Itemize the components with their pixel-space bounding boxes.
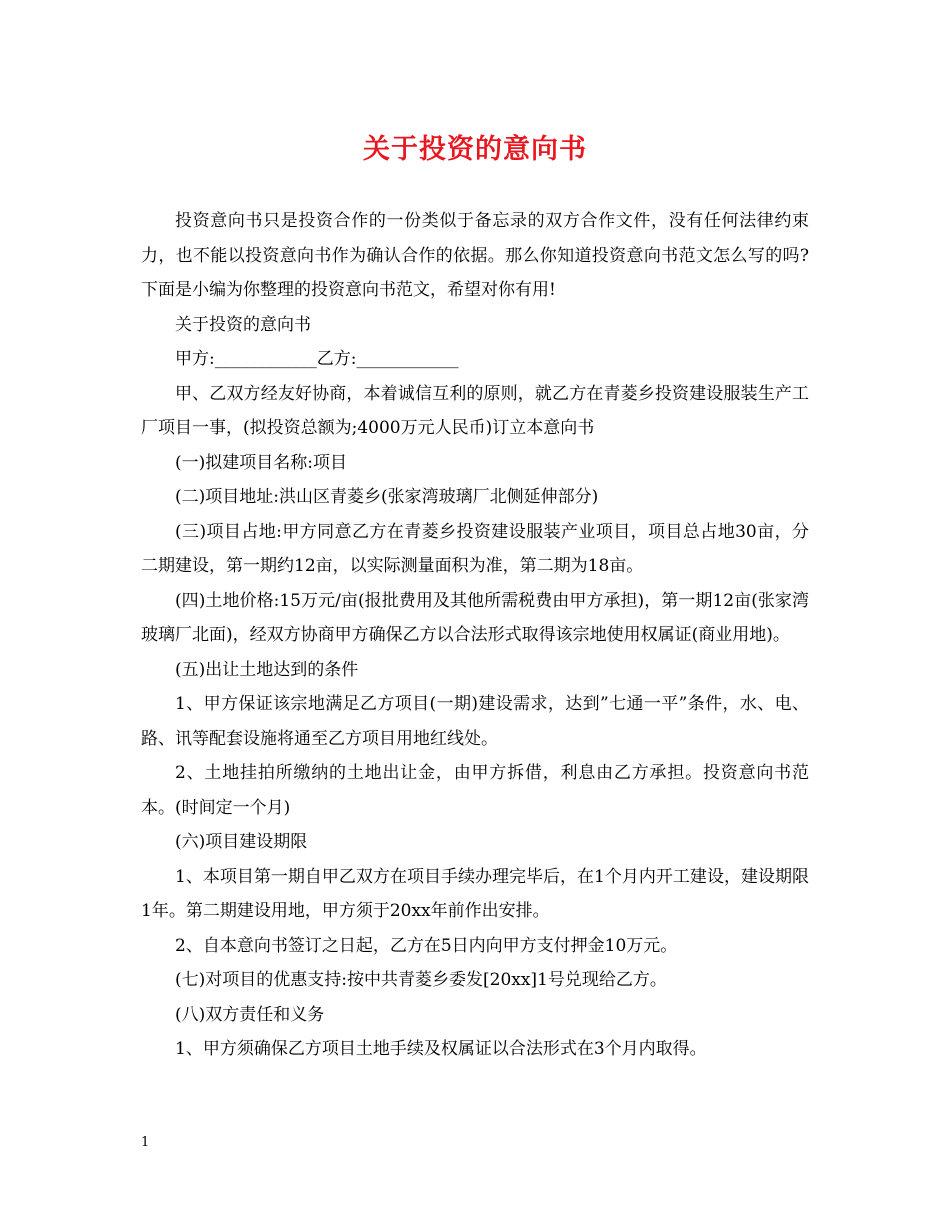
- clause-preferential-support: (七)对项目的优惠支持:按中共青菱乡委发[20xx]1号兑现给乙方。: [175, 970, 667, 990]
- clause-project-name: (一)拟建项目名称:项目: [175, 452, 347, 473]
- clause-project-address: (二)项目地址:洪山区青菱乡(张家湾玻璃厂北侧延伸部分): [175, 487, 599, 507]
- document-title: 关于投资的意向书: [363, 134, 587, 165]
- responsibility-item-1: 1、甲方须确保乙方项目土地手续及权属证以合法形式在3个月内取得。: [175, 1039, 707, 1059]
- clause-transfer-conditions: (五)出让土地达到的条件: [175, 659, 359, 680]
- clause-project-land-area: (三)项目占地:甲方同意乙方在青菱乡投资建设服装产业项目，项目总占地30亩，分二期建设，第一期约12亩，以实际测量面积为准，第二期为18亩。: [141, 521, 809, 576]
- page-number: 1: [141, 1135, 150, 1150]
- preamble-paragraph: 甲、乙双方经友好协商，本着诚信互利的原则，就乙方在青菱乡投资建设服装生产工厂项目一事，(拟投资总额为;4000万元人民币)订立本意向书: [141, 383, 809, 438]
- period-item-1: 1、本项目第一期自甲乙双方在项目手续办理完毕后，在1个月内开工建设，建设期限1年。第二期建设用地，甲方须于20xx年前作出安排。: [141, 866, 809, 921]
- clause-construction-period: (六)项目建设期限: [175, 832, 308, 852]
- letter-heading: 关于投资的意向书: [175, 314, 311, 335]
- period-item-2: 2、自本意向书签订之日起，乙方在5日内向甲方支付押金10万元。: [175, 935, 678, 956]
- intro-paragraph: 投资意向书只是投资合作的一份类似于备忘录的双方合作文件，没有任何法律约束力，也不能以投资意向书作为确认合作的依据。那么你知道投资意向书范文怎么写的吗?下面是小编为你整理的投资意向书范文，希望对你有用!: [141, 211, 809, 300]
- clause-land-price: (四)土地价格:15万元/亩(报批费用及其他所需税费由甲方承担)，第一期12亩(张家湾玻璃厂北面)，经双方协商甲方确保乙方以合法形式取得该宗地使用权属证(商业用地)。: [141, 590, 809, 645]
- condition-item-1: 1、甲方保证该宗地满足乙方项目(一期)建设需求，达到”七通一平”条件，水、电、路、讯等配套设施将通至乙方项目用地红线处。: [141, 694, 809, 749]
- condition-item-2: 2、土地挂拍所缴纳的土地出让金，由甲方拆借，利息由乙方承担。投资意向书范本。(时间定一个月): [141, 763, 809, 818]
- parties-line: 甲方:____________乙方:____________: [175, 349, 459, 369]
- clause-responsibilities: (八)双方责任和义务: [175, 1004, 325, 1025]
- document-body: [141, 204, 809, 1067]
